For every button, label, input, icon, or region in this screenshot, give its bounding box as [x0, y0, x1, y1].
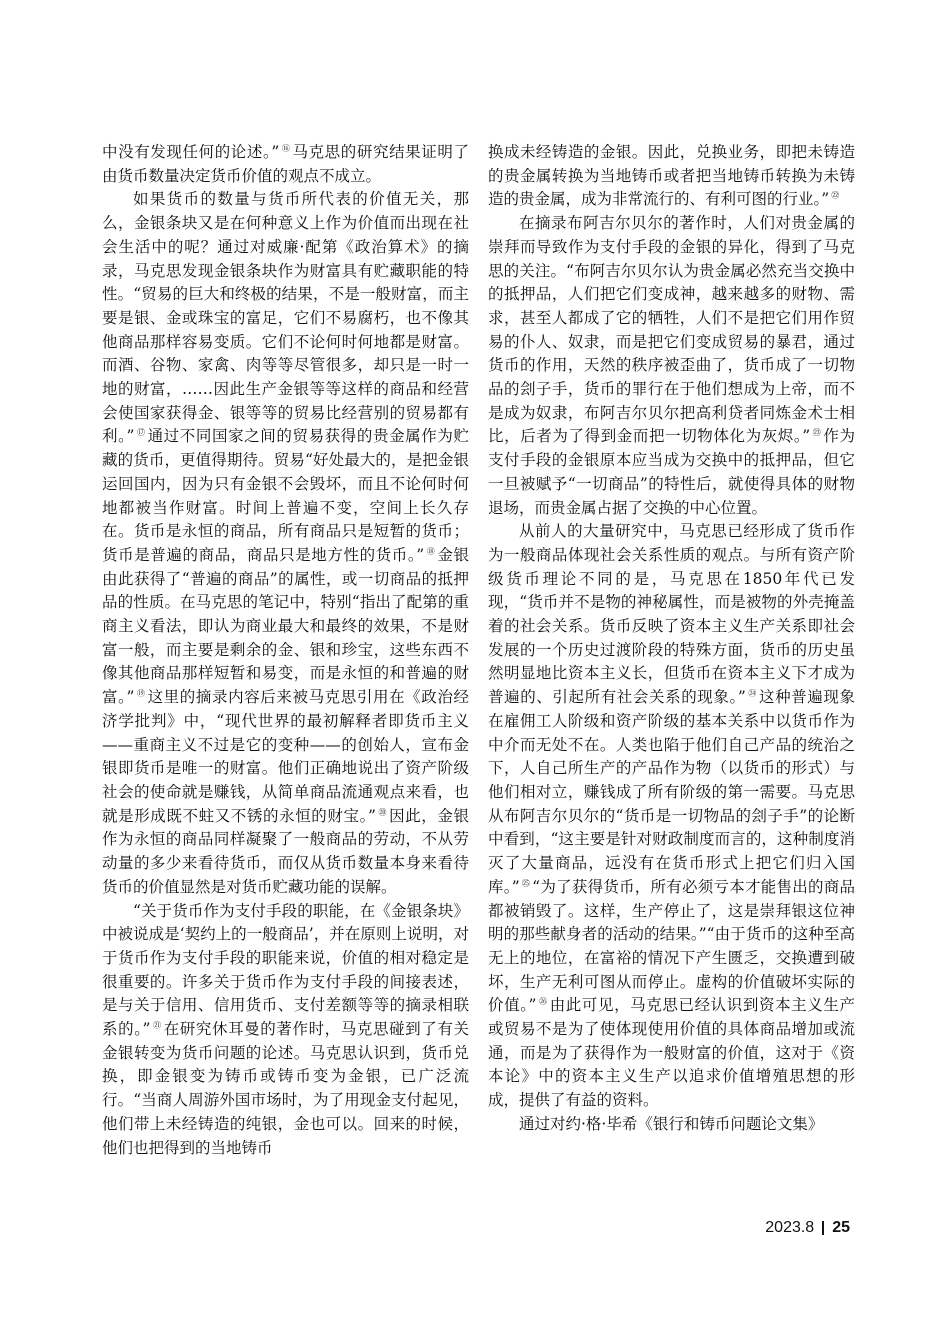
paragraph: 通过对约·格·毕希《银行和铸币问题论文集》 — [519, 1114, 824, 1133]
footnote-ref: ⑲ — [136, 689, 146, 699]
paragraph: 在摘录布阿吉尔贝尔的著作时，人们对贵金属的崇拜而导致作为支付手段的金银的异化，得到了马克思的关注。“布阿吉尔贝尔认为贵金属必然充当交换中的抵押品，人们把它们变成神，越来越多的财物、需求，甚至人都成了它的牺牲，人们不是把它们用作贸易的仆人、奴隶，而是把它们变成贸易的暴君，通过货币的作用，天然的秩序被歪曲了，货币成了一切物品的刽子手，货币的罪行在于他们想成为上帝，而不是成为奴隶，布阿吉尔贝尔把高利贷者同炼金术士相比，后者为了得到金而把一切物体化为灰烬。” $^㉓$ 作为支付手段的金银原本应当成为交换中的抵押品，但它一旦被赋予“一切商品”的特性后，就使得具体的财物退场，而贵金属占据了交换的中心位置。 — [488, 214, 855, 517]
issue-number: 2023.8 — [765, 1219, 815, 1236]
footnote-ref: ⑳ — [377, 807, 388, 817]
footnote-ref: ㉒ — [831, 191, 840, 201]
paragraph: 中没有发现任何的论述。” ⑯ 马克思的研究结果证明了由货币数量决定货币价值的观点不成立。 — [102, 143, 469, 185]
right-column — [488, 141, 855, 1137]
page-footer — [765, 1219, 850, 1237]
footer-divider — [822, 1221, 824, 1235]
paragraph: 如果货币的数量与货币所代表的价值无关，那么，金银条块又是在何种意义上作为价值而出现在社会生活中的呢？通过对威廉·配第《政治算术》的摘录，马克思发现金银条块作为财富具有贮藏职能的特性。“贸易的巨大和终极的结果，不是一般财富，而主要是银、金或珠宝的富足，它们不易腐朽，也不像其他商品那样容易变质。它们不论何时何地都是财富。而酒、谷物、家禽、肉等等尽管很多，却只是一时一地的财富，……因此生产金银等等这样的商品和经营会使国家获得金、银等等的贸易比经营别的贸易都有利。” ⑰ 通过不同国家之间的贸易获得的贵金属作为贮藏的货币，更值得期待。贸易“好处最大的，是把金银运回国内，因为只有金银不会毁坏，而且不论何时何地都被当作财富。时间上普遍不变，空间上长久存在。货币是永恒的商品，所有商品只是短暂的货币；货币是普遍的商品，商品只是地方性的货币。” ⑱ 金银由此获得了“普遍的商品”的属性，或一切商品的抵押品的性质。在马克思的笔记中，特别“指出了配第的重商主义看法，即认为商业最大和最终的效果，不是财富一般，而主要是剩余的金、银和珍宝，这些东西不像其他商品那样短暂和易变，而是永恒的和普遍的财富。” ⑲ 这里的摘录内容后来被马克思引用在《政治经济学批判》中，“现代世界的最初解释者即货币主义——重商主义不过是它的变种——的创始人，宣布金银即货币是唯一的财富。他们正确地说出了资产阶级社会的使命就是赚钱，从简单商品流通观点来看，也就是形成既不蛀又不锈的永恒的财宝。” ⑳ 因此，金银作为永恒的商品同样凝聚了一般商品的劳动，不从劳动量的多少来看待货币，而仅从货币数量本身来看待货币的价值显然是对货币贮藏功能的误解。 — [102, 190, 469, 896]
left-column — [102, 141, 469, 1160]
footnote-ref: ⑯ — [281, 143, 291, 153]
footnote-ref: ⑰ — [136, 428, 146, 438]
paragraph: 从前人的大量研究中，马克思已经形成了货币作为一般商品体现社会关系性质的观点。与所有资产阶级货币理论不同的是，马克思在1850年代已发现，“货币并不是物的神秘属性，而是被物的外壳掩盖着的社会关系。货币反映了资本主义生产关系即社会发展的一个历史过渡阶段的特殊方面，货币的历史虽然明显地比资本主义长，但货币在资本主义下才成为普遍的、引起所有社会关系的现象。” $^㉔$ 这种普遍现象在雇佣工人阶级和资产阶级的基本关系中以货币作为中介而无处不在。人类也陷于他们自己产品的统治之下，人自己所生产的产品作为物（以货币的形式）与他们相对立，赚钱成了所有阶级的第一需要。马克思从布阿吉尔贝尔的“货币是一切物品的刽子手”的论断中看到，“这主要是针对财政制度而言的，这种制度消灭了大量商品，远没有在货币形式上把它们归入国库。” $^㉕$ “为了获得货币，所有必须亏本才能售出的商品都被销毁了。这样，生产停止了，这是崇拜银这位神明的那些献身者的活动的结果。”“由于货币的这种至高无上的地位，在富裕的情况下产生匮乏，交换遭到破坏，生产无利可图从而停止。虚构的价值破坏实际的价值。” $^㉖$ 由此可见，马克思已经认识到资本主义生产或贸易不是为了使体现使用价值的具体商品增加或流通，而是为了获得作为一般财富的价值，这对于《资本论》中的资本主义生产以追求价值增殖思想的形成，提供了有益的资料。 — [488, 522, 855, 1110]
footnote-ref: ⑱ — [426, 546, 436, 556]
page-number: 25 — [832, 1219, 850, 1236]
footnote-ref: ㉖ — [538, 997, 548, 1007]
paragraph: 换成未经铸造的金银。因此，兑换业务，即把未铸造的贵金属转换为当地铸币或者把当地铸币转换为未铸造的贵金属，成为非常流行的、有利可图的行业。” $^㉒$ — [488, 143, 855, 209]
paragraph: “关于货币作为支付手段的职能，在《金银条块》中被说成是‘契约上的一般商品’，并在原则上说明，对于货币作为支付手段的职能来说，价值的相对稳定是很重要的。许多关于货币作为支付手段的间接表述，是与关于信用、信用货币、支付差额等等的摘录相联系的。” $^㉑$ 在研究休耳曼的著作时，马克思碰到了有关金银转变为货币问题的论述。马克思认识到，货币兑换，即金银变为铸币或铸币变为金银，已广泛流行。“当商人周游外国市场时，为了用现金支付起见，他们带上未经铸造的纯银，金也可以。回来的时候，他们也把得到的当地铸币 — [102, 901, 469, 1157]
footnote-ref: ㉑ — [152, 1020, 162, 1030]
footnote-ref: ㉓ — [812, 428, 822, 438]
footnote-ref: ㉕ — [521, 878, 531, 888]
footnote-ref: ㉔ — [747, 689, 757, 699]
